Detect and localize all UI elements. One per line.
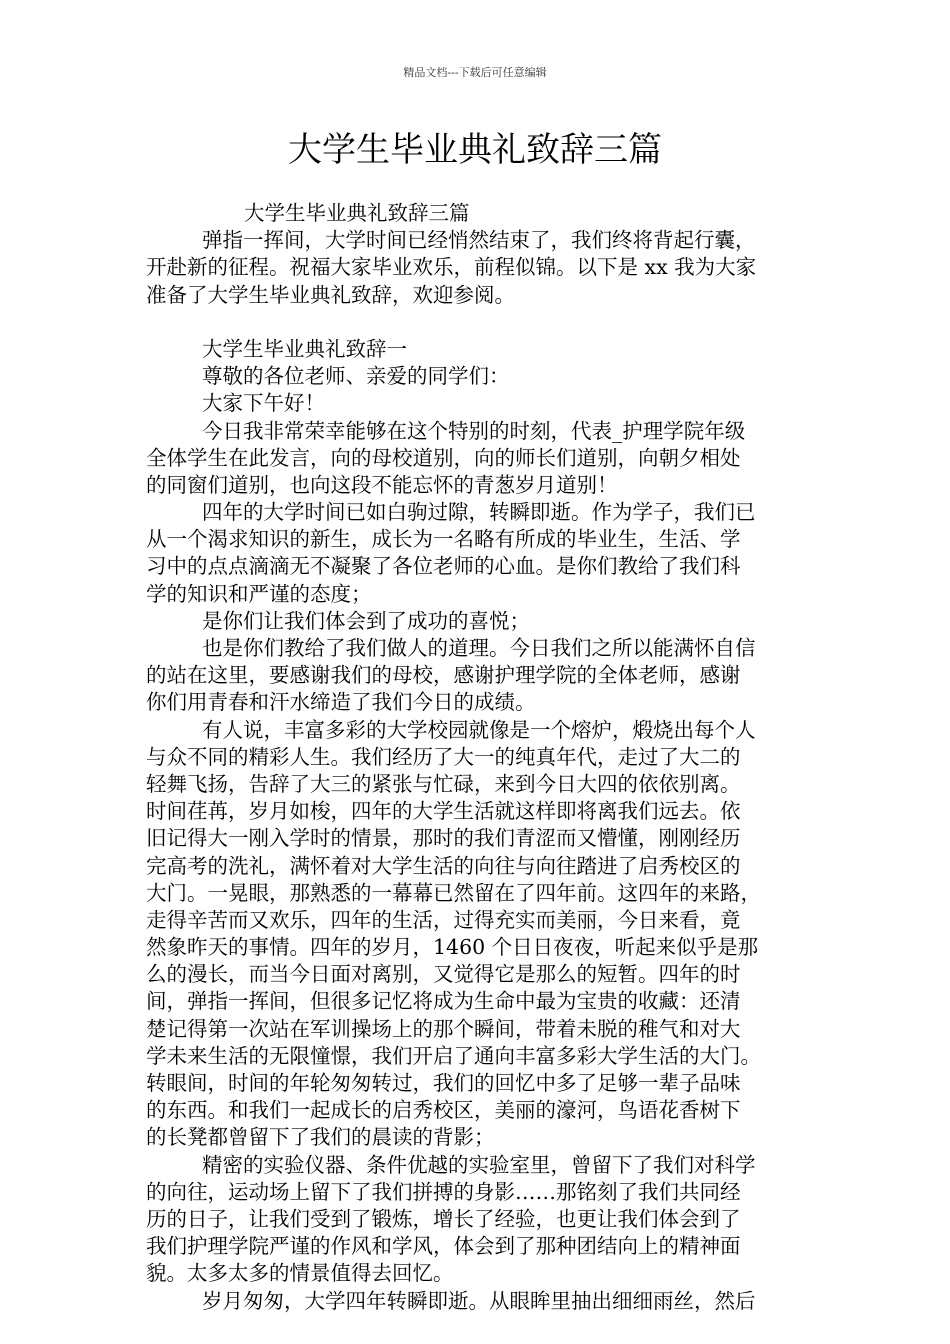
body-line: 我们护理学院严谨的作风和学风，体会到了那种团结向上的精神面: [146, 1234, 741, 1259]
body-line: 的同窗们道别，也向这段不能忘怀的青葱岁月道别！: [146, 472, 618, 497]
body-line: 尊敬的各位老师、亲爱的同学们：: [202, 364, 510, 389]
page-header: 精品文档---下载后可任意编辑: [403, 66, 547, 79]
body-line: 然象昨天的事情。四年的岁月，1460 个日日夜夜，听起来似乎是那: [146, 935, 759, 960]
body-line: 大门。一晃眼，那熟悉的一幕幕已然留在了四年前。这四年的来路，: [146, 880, 761, 905]
body-line: 是你们让我们体会到了成功的喜悦；: [202, 608, 530, 633]
body-line: 的长凳都曾留下了我们的晨读的背影；: [146, 1125, 495, 1150]
document-title: 大学生毕业典礼致辞三篇: [288, 130, 662, 170]
body-line: 岁月匆匆，大学四年转瞬即逝。从眼眸里抽出细细雨丝，然后: [202, 1288, 756, 1313]
body-line: 四年的大学时间已如白驹过隙，转瞬即逝。作为学子，我们已: [202, 500, 756, 525]
body-line: 历的日子，让我们受到了锻炼，增长了经验，也更让我们体会到了: [146, 1206, 741, 1231]
body-line: 有人说，丰富多彩的大学校园就像是一个熔炉，煅烧出每个人: [202, 717, 756, 742]
body-line: 完高考的洗礼，满怀着对大学生活的向往与向往踏进了启秀校区的: [146, 853, 741, 878]
body-line: 貌。太多太多的情景值得去回忆。: [146, 1261, 454, 1286]
blank-line: [146, 309, 822, 336]
body-line: 转眼间，时间的年轮匆匆转过，我们的回忆中多了足够一辈子品味: [146, 1071, 741, 1095]
body-line: 的东西。和我们一起成长的启秀校区，美丽的濠河，鸟语花香树下: [146, 1098, 741, 1123]
body-line: 与众不同的精彩人生。我们经历了大一的纯真年代，走过了大二的: [146, 744, 741, 769]
body-line: 时间荏苒，岁月如梭，四年的大学生活就这样即将离我们远去。依: [146, 799, 741, 824]
body-line: 习中的点点滴滴无不凝聚了各位老师的心血。是你们教给了我们科: [146, 554, 741, 579]
body-line: 楚记得第一次站在军训操场上的那个瞬间，带着未脱的稚气和对大: [146, 1016, 741, 1041]
body-line: 你们用青春和汗水缔造了我们今日的成绩。: [146, 690, 536, 715]
body-line: 今日我非常荣幸能够在这个特别的时刻，代表_护理学院年级: [202, 418, 746, 443]
document-body: [146, 200, 822, 1315]
body-line: 全体学生在此发言，向的母校道别，向的师长们道别，向朝夕相处: [146, 445, 741, 470]
body-line: 的站在这里，要感谢我们的母校，感谢护理学院的全体老师，感谢: [146, 663, 741, 688]
body-line: 准备了大学生毕业典礼致辞，欢迎参阅。: [146, 282, 515, 307]
body-line: 从一个渴求知识的新生，成长为一名略有所成的毕业生，生活、学: [146, 527, 741, 552]
body-line: 也是你们教给了我们做人的道理。今日我们之所以能满怀自信: [202, 636, 756, 660]
body-line: 间，弹指一挥间，但很多记忆将成为生命中最为宝贵的收藏：还清: [146, 989, 741, 1014]
body-line: 的向往，运动场上留下了我们拼搏的身影……那铭刻了我们共同经: [146, 1179, 741, 1204]
body-line: 精密的实验仪器、条件优越的实验室里，曾留下了我们对科学: [202, 1152, 756, 1177]
body-line: 走得辛苦而又欢乐，四年的生活，过得充实而美丽，今日来看，竟: [146, 907, 741, 932]
body-line: 轻舞飞扬，告辞了大三的紧张与忙碌，来到今日大四的依依别离。: [146, 771, 741, 796]
body-line: 大学生毕业典礼致辞三篇: [244, 201, 470, 225]
body-line: 开赴新的征程。祝福大家毕业欢乐，前程似锦。以下是 xx 我为大家: [146, 255, 757, 280]
body-line: 大家下午好！: [202, 391, 325, 416]
section-heading: 大学生毕业典礼致辞一: [202, 336, 407, 361]
body-line: 么的漫长，而当今日面对离别，又觉得它是那么的短暂。四年的时: [146, 962, 741, 987]
body-line: 学未来生活的无限憧憬，我们开启了通向丰富多彩大学生活的大门。: [146, 1043, 761, 1068]
body-line: 弹指一挥间，大学时间已经悄然结束了，我们终将背起行囊，: [202, 228, 756, 253]
body-line: 旧记得大一刚入学时的情景，那时的我们青涩而又懵懂，刚刚经历: [146, 826, 741, 851]
body-line: 学的知识和严谨的态度；: [146, 581, 372, 606]
